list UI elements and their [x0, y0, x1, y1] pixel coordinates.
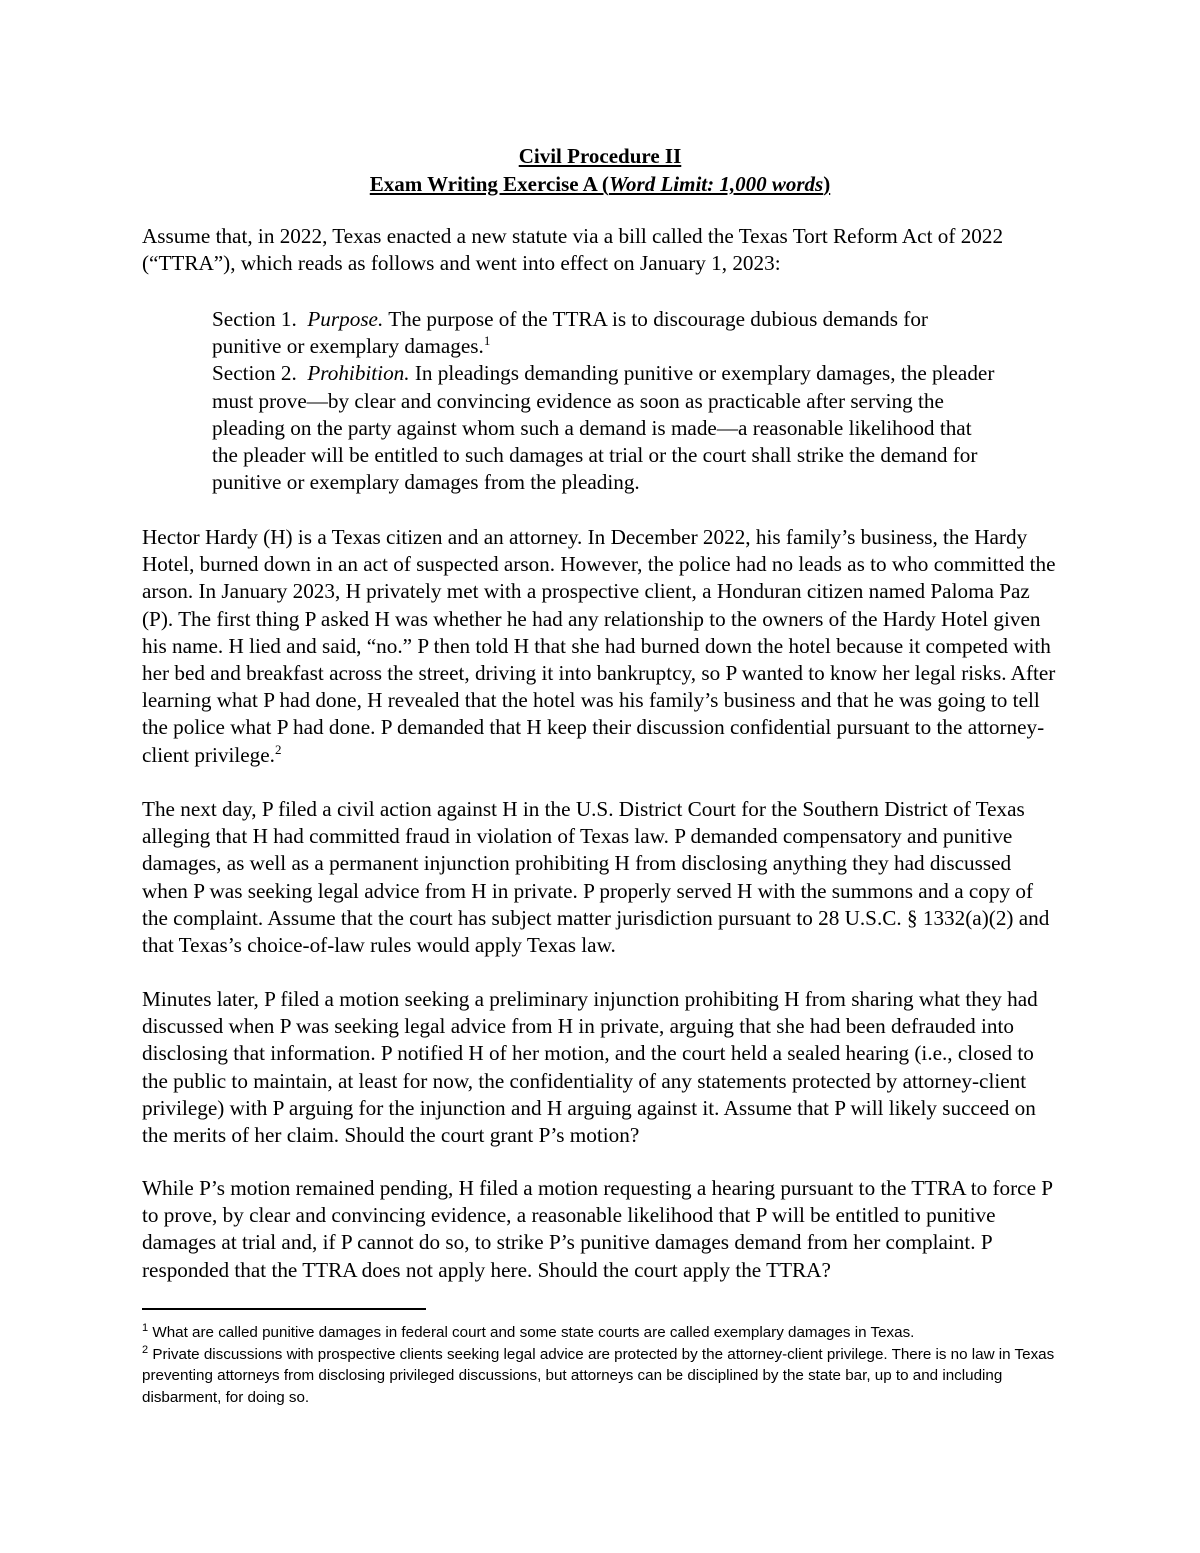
footnote-2: $^2$ Private discussions with prospective clients seeking legal advice are protected by the attorney-client privilege. There is no law in Texas preventing attorneys from disclosing privileged discussions, but attorneys can be disciplined by the state bar, up to and including disbarment, for doing so.: [142, 1343, 1055, 1406]
word-limit: Word Limit: 1,000 words: [608, 172, 824, 196]
question-paragraph-1: Minutes later, P filed a motion seeking a preliminary injunction prohibiting H from sharing what they had discussed when P was seeking legal advice from H in private, arguing that she had been defrauded into disclosing that information. P notified H of her motion, and the court held a sealed hearing (i.e., closed to the public to maintain, at least for now, the confidentiality of any statements protected by attorney-client privilege) with P arguing for the injunction and H arguing against it. Assume that P will likely succeed on the merits of her claim. Should the court grant P’s motion?: [142, 987, 1038, 1148]
statute-section-1: Section 1. Purpose. The purpose of the TTRA is to discourage dubious demands for punitive or exemplary damages.$^1$: [212, 307, 928, 359]
statute-section-2: Section 2. Prohibition. In pleadings demanding punitive or exemplary damages, the pleader must prove—by clear and convincing evidence as soon as practicable after serving the pleading on the party against whom such a demand is made—a reasonable likelihood that the pleader will be entitled to such damages at trial or the court shall strike the demand for punitive or exemplary damages from the pleading.: [212, 361, 995, 495]
footnotes: [142, 1322, 1062, 1408]
fact-paragraph-1: Hector Hardy (H) is a Texas citizen and an attorney. In December 2022, his family’s business, the Hardy Hotel, burned down in an act of suspected arson. However, the police had no leads as to who committed the arson. In January 2023, H privately met with a prospective client, a Honduran citizen named Paloma Paz (P). The first thing P asked H was whether he had any relationship to the owners of the Hardy Hotel given his name. H lied and said, “no.” P then told H that she had burned down the hotel because it competed with her bed and breakfast across the street, driving it into bankruptcy, so P wanted to know her legal risks. After learning what P had done, H revealed that the hotel was his family’s business and that he was going to tell the police what P had done. P demanded that H keep their discussion confidential pursuant to the attorney-client privilege.$^2$: [142, 525, 1056, 767]
exercise-title: Exam Writing Exercise A (Word Limit: 1,000 words): [369, 172, 831, 196]
footnote-divider: [142, 1308, 426, 1310]
footnote-ref-1: 1: [483, 333, 491, 349]
intro-paragraph: Assume that, in 2022, Texas enacted a new statute via a bill called the Texas Tort Reform Act of 2022 (“TTRA”), which reads as follows and went into effect on January 1, 2023:: [142, 224, 1004, 276]
fact-paragraph-2: The next day, P filed a civil action against H in the U.S. District Court for the Southern District of Texas alleging that H had committed fraud in violation of Texas law. P demanded compensatory and punitive damages, as well as a permanent injunction prohibiting H from disclosing anything they had discussed when P was seeking legal advice from H in private. P properly served H with the summons and a copy of the complaint. Assume that the court has subject matter jurisdiction pursuant to 28 U.S.C. § 1332(a)(2) and that Texas’s choice-of-law rules would apply Texas law.: [142, 797, 1050, 958]
document-title: [0, 142, 1200, 198]
footnote-1: $^1$ What are called punitive damages in federal court and some state courts are called exemplary damages in Texas.: [142, 1322, 915, 1341]
question-paragraph-2: While P’s motion remained pending, H filed a motion requesting a hearing pursuant to the TTRA to force P to prove, by clear and convincing evidence, a reasonable likelihood that P will be entitled to punitive damages at trial and, if P cannot do so, to strike P’s punitive damages demand from her complaint. P responded that the TTRA does not apply here. Should the court apply the TTRA?: [142, 1176, 1053, 1282]
footnote-ref-2: 2: [274, 741, 282, 757]
course-title: Civil Procedure II: [518, 144, 682, 168]
statute-block: [212, 306, 1002, 496]
